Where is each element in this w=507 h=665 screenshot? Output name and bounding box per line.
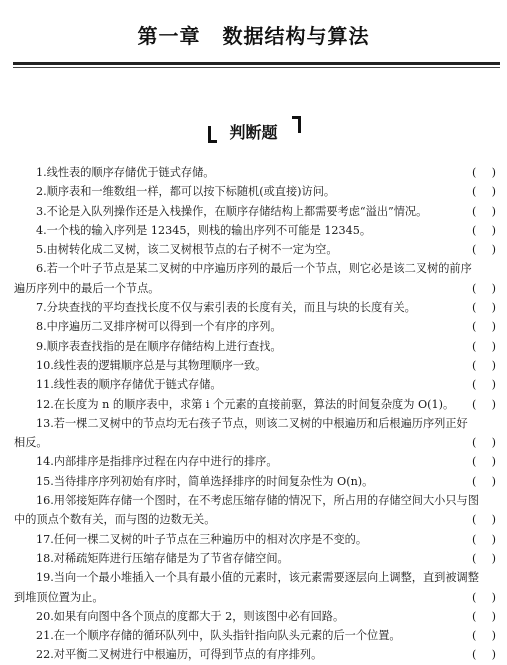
paren-close: ) <box>491 281 496 295</box>
paren-close: ) <box>491 223 496 237</box>
answer-blank[interactable] <box>472 182 496 201</box>
paren-open: ( <box>472 243 477 257</box>
paren-open: ( <box>472 378 477 392</box>
answer-blank[interactable] <box>472 202 496 221</box>
chapter-title <box>0 20 507 49</box>
question-text: 6.若一个叶子节点是某二叉树的中序遍历序列的最后一个节点，则它必是该二叉树的前序 <box>36 262 472 276</box>
paren-open: ( <box>472 590 477 604</box>
question-item <box>14 607 500 626</box>
question-item <box>14 491 500 530</box>
answer-blank[interactable] <box>472 452 496 471</box>
question-item <box>14 414 500 453</box>
question-text: 1.线性表的顺序存储优于链式存储。 <box>36 166 215 179</box>
question-text: 16.用邻接矩阵存储一个图时，在不考虑压缩存储的情况下，所占用的存储空间大小只与图 <box>36 494 479 508</box>
section-header <box>0 116 507 146</box>
question-text: 14.内部排序是指排序过程在内存中进行的排序。 <box>36 455 278 469</box>
question-text: 10.线性表的逻辑顺序总是与其物理顺序一致。 <box>36 358 267 372</box>
question-text: 21.在一个顺序存储的循环队列中，队头指针指向队头元素的后一个位置。 <box>36 629 401 643</box>
question-text: 12.在长度为 n 的顺序表中，求第 i 个元素的直接前驱，算法的时间复杂度为 O(1)。 <box>36 397 455 411</box>
question-item <box>14 549 500 568</box>
answer-blank[interactable] <box>472 510 496 529</box>
paren-close: ) <box>491 358 496 372</box>
question-text: 19.当向一个最小堆插入一个具有最小值的元素时，该元素需要逐层向上调整，直到被调整 <box>36 571 479 585</box>
question-text-continued: 相反。 <box>14 436 48 450</box>
paren-open: ( <box>472 185 477 199</box>
question-item <box>14 163 500 182</box>
question-text: 3.不论是入队列操作还是入栈操作，在顺序存储结构上都需要考虑“溢出”情况。 <box>36 204 428 218</box>
paren-open: ( <box>472 629 477 643</box>
paren-open: ( <box>472 281 477 295</box>
question-text: 8.中序遍历二叉排序树可以得到一个有序的序列。 <box>36 320 282 334</box>
paren-open: ( <box>472 339 477 353</box>
question-item <box>14 259 500 298</box>
question-text: 22.对平衡二叉树进行中根遍历，可得到节点的有序排列。 <box>36 648 323 662</box>
answer-blank[interactable] <box>472 549 496 568</box>
question-item <box>14 337 500 356</box>
answer-blank[interactable] <box>472 337 496 356</box>
answer-blank[interactable] <box>472 298 496 317</box>
paren-close: ) <box>491 455 496 469</box>
corner-bracket-right <box>292 116 301 133</box>
paren-close: ) <box>491 609 496 623</box>
question-item <box>14 221 500 240</box>
question-item <box>14 317 500 336</box>
question-text: 2.顺序表和一维数组一样，都可以按下标随机(或直接)访问。 <box>36 185 336 199</box>
question-text: 11.线性表的顺序存储优于链式存储。 <box>36 378 222 392</box>
paren-close: ) <box>491 629 496 643</box>
paren-close: ) <box>491 551 496 565</box>
question-text: 4.一个栈的输入序列是 12345，则栈的输出序列不可能是 12345。 <box>36 223 372 237</box>
paren-close: ) <box>491 397 496 411</box>
paren-close: ) <box>491 648 496 662</box>
paren-open: ( <box>472 455 477 469</box>
question-text: 9.顺序表查找指的是在顺序存储结构上进行查找。 <box>36 339 282 353</box>
answer-blank[interactable] <box>472 221 496 240</box>
paren-open: ( <box>472 436 477 450</box>
paren-open: ( <box>472 532 477 546</box>
answer-blank[interactable] <box>472 317 496 336</box>
paren-open: ( <box>472 648 477 662</box>
chapter-name: 数据结构与算法 <box>222 24 370 48</box>
question-text: 18.对稀疏矩阵进行压缩存储是为了节省存储空间。 <box>36 551 289 565</box>
answer-blank[interactable] <box>472 530 496 549</box>
paren-close: ) <box>491 590 496 604</box>
paren-open: ( <box>472 397 477 411</box>
paren-close: ) <box>491 532 496 546</box>
paren-open: ( <box>472 223 477 237</box>
answer-blank[interactable] <box>472 472 496 491</box>
paren-open: ( <box>472 551 477 565</box>
question-item <box>14 626 500 645</box>
question-text: 20.如果有向图中各个顶点的度都大于 2，则该图中必有回路。 <box>36 609 345 623</box>
paren-open: ( <box>472 474 477 488</box>
paren-close: ) <box>491 474 496 488</box>
question-item <box>14 240 500 259</box>
paren-close: ) <box>491 166 496 179</box>
question-item <box>14 568 500 607</box>
chapter-header <box>0 0 507 66</box>
paren-close: ) <box>491 513 496 527</box>
answer-blank[interactable] <box>472 395 496 414</box>
question-list <box>14 163 500 665</box>
paren-close: ) <box>491 185 496 199</box>
answer-blank[interactable] <box>472 588 496 607</box>
section-title: 判断题 <box>229 123 278 142</box>
paren-close: ) <box>491 243 496 257</box>
question-text-continued: 中的顶点个数有关，而与图的边数无关。 <box>14 513 216 527</box>
question-item <box>14 375 500 394</box>
paren-close: ) <box>491 320 496 334</box>
paren-close: ) <box>491 339 496 353</box>
question-text: 15.当待排序序列初始有序时，简单选择排序的时间复杂性为 O(n)。 <box>36 474 374 488</box>
paren-close: ) <box>491 436 496 450</box>
question-item <box>14 395 500 414</box>
answer-blank[interactable] <box>472 240 496 259</box>
paren-open: ( <box>472 358 477 372</box>
chapter-number: 第一章 <box>137 24 201 48</box>
answer-blank[interactable] <box>472 279 496 298</box>
answer-blank[interactable] <box>472 356 496 375</box>
question-item <box>14 452 500 471</box>
question-text: 5.由树转化成二叉树，该二叉树根节点的右子树不一定为空。 <box>36 243 338 257</box>
paren-open: ( <box>472 513 477 527</box>
paren-open: ( <box>472 166 477 179</box>
paren-open: ( <box>472 301 477 315</box>
paren-open: ( <box>472 609 477 623</box>
paren-open: ( <box>472 204 477 218</box>
question-text: 13.若一棵二叉树中的节点均无右孩子节点，则该二叉树的中根遍历和后根遍历序列正好 <box>36 416 468 430</box>
answer-blank[interactable] <box>472 433 496 452</box>
question-item <box>14 182 500 201</box>
answer-blank[interactable] <box>472 607 496 626</box>
question-item <box>14 202 500 221</box>
paren-open: ( <box>472 320 477 334</box>
answer-blank[interactable] <box>472 163 496 182</box>
question-item <box>14 356 500 375</box>
header-rule-thin <box>13 67 500 68</box>
question-item <box>14 472 500 491</box>
answer-blank[interactable] <box>472 375 496 394</box>
paren-close: ) <box>491 378 496 392</box>
header-rule-thick <box>13 62 500 65</box>
paren-close: ) <box>491 204 496 218</box>
question-item <box>14 298 500 317</box>
question-text: 17.任何一棵二叉树的叶子节点在三种遍历中的相对次序是不变的。 <box>36 532 368 546</box>
paren-close: ) <box>491 301 496 315</box>
question-text: 7.分块查找的平均查找长度不仅与索引表的长度有关，而且与块的长度有关。 <box>36 301 416 315</box>
question-text-continued: 遍历序列中的最后一个节点。 <box>14 281 160 295</box>
question-text-continued: 到堆顶位置为止。 <box>14 590 104 604</box>
question-item <box>14 530 500 549</box>
answer-blank[interactable] <box>472 626 496 645</box>
